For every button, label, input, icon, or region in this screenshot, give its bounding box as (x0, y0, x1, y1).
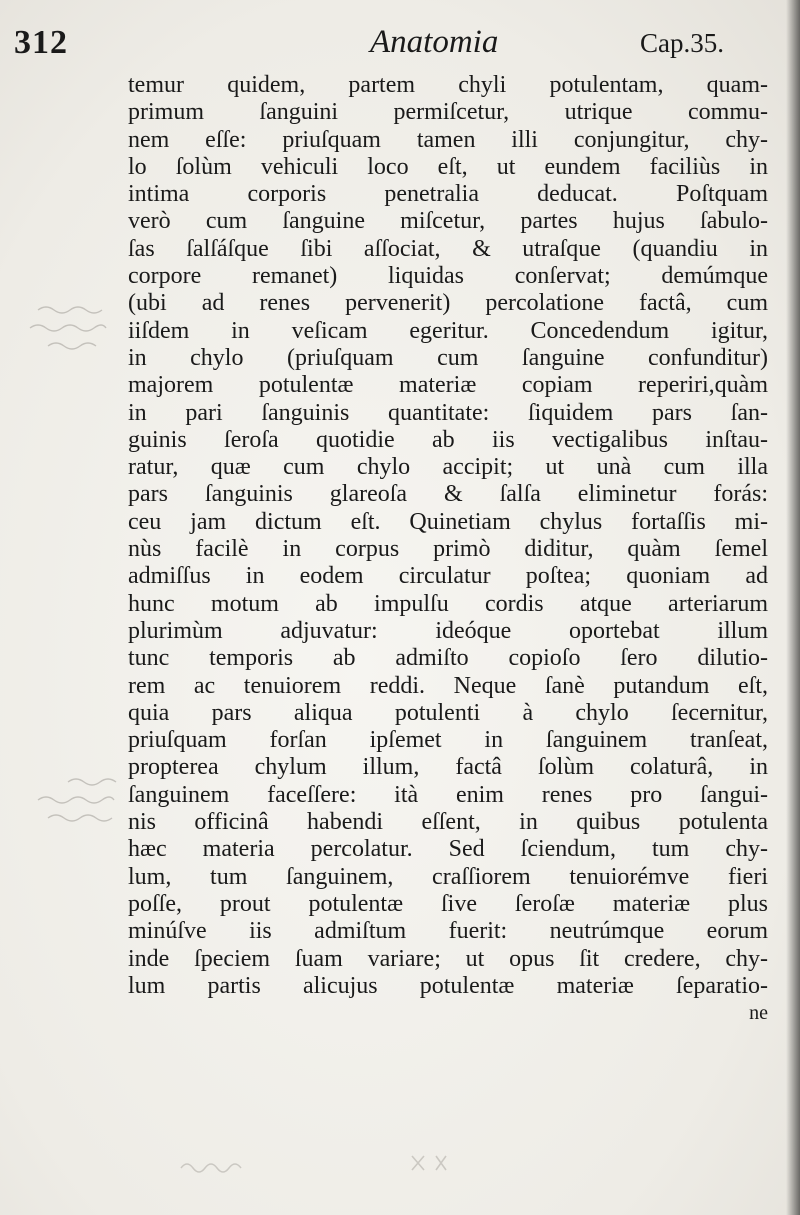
text-line: (ubi ad renes pervenerit) percolatione factâ, cum (128, 290, 768, 317)
text-line: hæc materia percolatur. Sed ſciendum, tum chy- (128, 836, 768, 863)
text-line: temur quidem, partem chyli potulentam, quam- (128, 72, 768, 98)
text-line: priuſquam forſan ipſemet in ſanguinem tranſeat, (128, 727, 768, 754)
text-line: inde ſpeciem ſuam variare; ut opus ſit credere, chy- (128, 945, 768, 972)
text-line: plurimùm adjuvatur: ideóque oportebat illum (128, 617, 768, 644)
text-line: in chylo (priuſquam cum ſanguine confunditur) (128, 344, 768, 371)
text-line: pars ſanguinis glareoſa & ſalſa eliminetur forás: (128, 481, 768, 508)
text-line: propterea chylum illum, factâ ſolùm colaturâ, in (128, 754, 768, 781)
running-title: Anatomia (370, 24, 499, 60)
text-line: verò cum ſanguine miſcetur, partes hujus ſabulo- (128, 208, 768, 235)
text-line: minúſve iis admiſtum fuerit: neutrúmque eorum (128, 918, 768, 945)
text-line: nis officinâ habendi eſſent, in quibus potulenta (128, 809, 768, 836)
text-line: ſanguinem faceſſere: ità enim renes pro ſangui- (128, 781, 768, 808)
text-line: nùs facilè in corpus primò diditur, quàm ſemel (128, 536, 768, 563)
text-line: guinis ſeroſa quotidie ab iis vectigalibus inſtau- (128, 426, 768, 453)
catchword: ne (749, 1002, 768, 1025)
page-header (0, 18, 800, 68)
bleed-through-marginalia (18, 300, 126, 365)
text-line: intima corporis penetralia deducat. Poſtquam (128, 181, 768, 208)
text-line: ſas ſalſáſque ſibi aſſociat, & utraſque (quandiu in (128, 235, 768, 262)
page-edge-shadow (786, 0, 800, 1215)
bleed-through-signature-mark (380, 1150, 450, 1182)
text-line: in pari ſanguinis quantitate: ſiquidem pars ſan- (128, 399, 768, 426)
text-line: lo ſolùm vehiculi loco eſt, ut eundem faciliùs in (128, 153, 768, 180)
text-line: primum ſanguini permiſcetur, utrique commu- (128, 99, 768, 126)
text-line: rem ac tenuiorem reddi. Neque ſanè putandum eſt, (128, 672, 768, 699)
text-line: poſſe, prout potulentæ ſive ſeroſæ materiæ plus (128, 890, 768, 917)
text-line: lum partis alicujus potulentæ materiæ ſeparatio- (128, 972, 768, 999)
bleed-through-marginalia-lower (18, 772, 126, 837)
body-text (128, 72, 768, 1027)
text-line: quia pars aliqua potulenti à chylo ſecernitur, (128, 699, 768, 726)
text-line: admiſſus in eodem circulatur poſtea; quoniam ad (128, 563, 768, 590)
text-line: corpore remanet) liquidas conſervat; demúmque (128, 263, 768, 290)
text-line: ratur, quæ cum chylo accipit; ut unà cum illa (128, 454, 768, 481)
page-number: 312 (14, 24, 68, 61)
text-line: lum, tum ſanguinem, craſſiorem tenuiorémve fieri (128, 863, 768, 890)
bleed-through-mark (175, 1152, 245, 1182)
chapter-label: Cap.35. (640, 28, 724, 58)
text-line: nem eſſe: priuſquam tamen illi conjungitur, chy- (128, 126, 768, 153)
text-line: tunc temporis ab admiſto copioſo ſero dilutio- (128, 645, 768, 672)
text-line: hunc motum ab impulſu cordis atque arteriarum (128, 590, 768, 617)
text-line: iiſdem in veſicam egeritur. Concedendum igitur, (128, 317, 768, 344)
text-line: majorem potulentæ materiæ copiam reperiri,quàm (128, 372, 768, 399)
text-line: ceu jam dictum eſt. Quinetiam chylus fortaſſis mi- (128, 508, 768, 535)
